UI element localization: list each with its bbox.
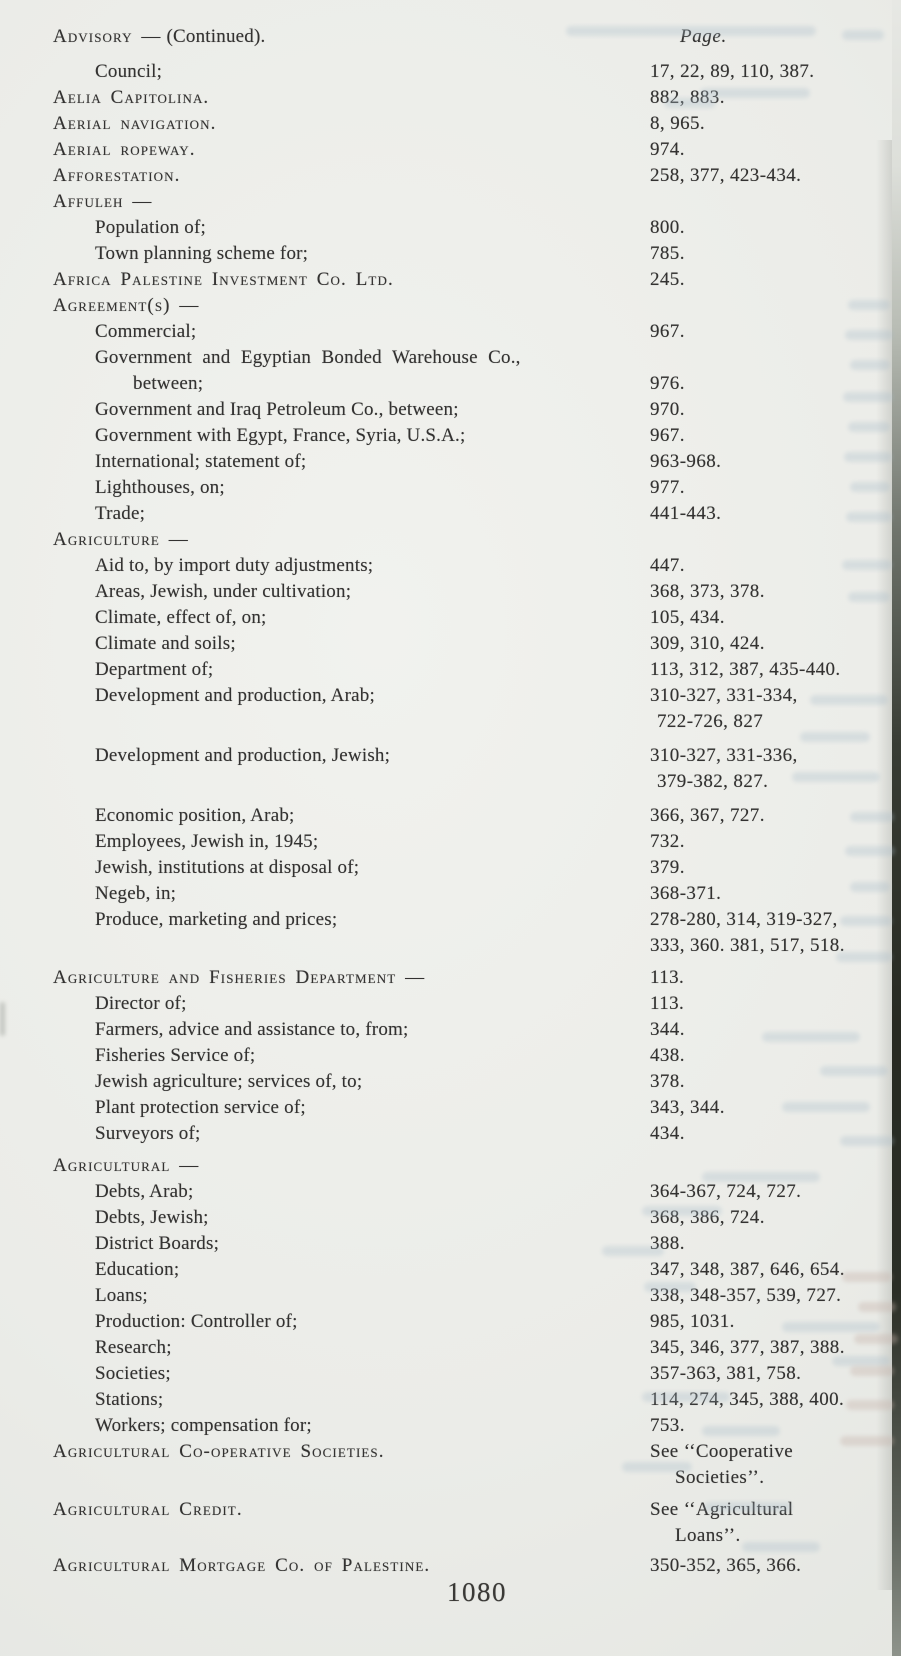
entry-pages: 357-363, 381, 758. [650, 1363, 802, 1384]
index-row [53, 1309, 901, 1335]
entry-pages: 113. [650, 967, 685, 988]
entry-term-text: Agricultural — [53, 1155, 200, 1176]
entry-term [53, 293, 650, 319]
index-row [53, 657, 901, 683]
entry-term-text: Farmers, advice and assistance to, from; [95, 1019, 409, 1040]
entry-term-text: Advisory — [53, 26, 162, 47]
index-row [53, 579, 901, 605]
entry-term-text: Government with Egypt, France, Syria, U.S.A.; [95, 425, 466, 446]
bleed-through-artifact [843, 392, 893, 402]
entry-term-text: Development and production, Jewish; [95, 745, 391, 766]
bleed-through-artifact [840, 1136, 894, 1146]
index-row [53, 1335, 901, 1361]
entry-term [53, 449, 650, 475]
index-row [53, 1439, 901, 1465]
index-row [53, 553, 901, 579]
page-number: 1080 [447, 1577, 507, 1607]
entry-pages: Societies’’. [675, 1467, 765, 1488]
bleed-through-artifact [846, 512, 892, 522]
index-row [53, 709, 901, 735]
entry-term-text: Agreement(s) — [53, 295, 200, 316]
bleed-through-artifact [622, 1462, 692, 1472]
entry-term [53, 267, 650, 293]
entry-pages: 434. [650, 1123, 685, 1144]
entry-term [53, 829, 650, 855]
entry-term-text: Affuleh — [53, 191, 153, 212]
entry-term-text: Government and Iraq Petroleum Co., between; [95, 399, 459, 420]
entry-term [53, 1387, 650, 1413]
entry-term-text: Afforestation. [53, 165, 181, 186]
entry-pages: 785. [650, 243, 685, 264]
entry-term-text: Education; [95, 1259, 180, 1280]
entry-term-text: Employees, Jewish in, 1945; [95, 831, 319, 852]
entry-pages: 350-352, 365, 366. [650, 1555, 802, 1576]
index-row [53, 1179, 901, 1205]
index-row [53, 1465, 901, 1491]
entry-term-text: Workers; compensation for; [95, 1415, 312, 1436]
entry-term [53, 1153, 650, 1179]
entry-pages: 114, 274, 345, 388, 400. [650, 1389, 845, 1410]
entry-pages: 338, 348-357, 539, 727. [650, 1285, 842, 1306]
index-row [53, 241, 901, 267]
entry-pages: 882, 883. [650, 87, 725, 108]
entry-term [53, 631, 650, 657]
entry-term [53, 1309, 650, 1335]
bleed-through-artifact [836, 952, 892, 962]
index-row [53, 769, 901, 795]
entry-pages: 378. [650, 1071, 685, 1092]
index-row [53, 319, 901, 345]
bleed-through-artifact [842, 30, 884, 40]
entry-pages: 343, 344. [650, 1097, 725, 1118]
bleed-through-artifact [848, 300, 890, 310]
bleed-through-artifact [792, 772, 880, 782]
index-row [53, 215, 901, 241]
entry-term [53, 1205, 650, 1231]
bleed-through-artifact [840, 916, 892, 926]
entry-term [53, 657, 650, 683]
index-row [53, 1069, 901, 1095]
entry-term [53, 743, 650, 769]
entry-term [53, 1413, 650, 1439]
bleed-through-artifact [854, 1334, 898, 1344]
scan-edge-band [892, 0, 901, 1656]
entry-term-text: Debts, Jewish; [95, 1207, 209, 1228]
bleed-through-artifact [846, 1400, 894, 1410]
entry-term-text: between; [133, 373, 204, 394]
entry-term [53, 1095, 650, 1121]
bleed-through-artifact [742, 1542, 820, 1552]
entry-term [53, 527, 650, 553]
index-row [53, 991, 901, 1017]
index-row [53, 829, 901, 855]
bleed-through-artifact [602, 1246, 664, 1256]
entry-term [53, 319, 650, 345]
entry-pages: 722-726, 827 [657, 711, 764, 732]
page-column-label: Page. [680, 26, 727, 47]
entry-term [53, 241, 650, 267]
entry-pages: 8, 965. [650, 113, 706, 134]
entry-term [53, 1231, 650, 1257]
entry-term [53, 1179, 650, 1205]
entry-term-text: Aerial ropeway. [53, 139, 196, 160]
entry-term [53, 1439, 650, 1465]
entry-term-text: Trade; [95, 503, 146, 524]
entry-term-text: Societies; [95, 1363, 171, 1384]
index-row [53, 527, 901, 553]
index-row [53, 293, 901, 319]
entry-pages: 753. [650, 1415, 685, 1436]
entry-pages: 970. [650, 399, 685, 420]
entry-term-text: Population of; [95, 217, 206, 238]
entry-term [53, 965, 650, 991]
index-row [53, 1231, 901, 1257]
entry-pages: 985, 1031. [650, 1311, 735, 1332]
bleed-through-artifact [566, 26, 816, 36]
index-row [53, 683, 901, 709]
entry-pages: 333, 360. 381, 517, 518. [650, 935, 845, 956]
entry-pages: 310-327, 331-336, [650, 745, 798, 766]
index-row [53, 449, 901, 475]
entry-term-text: International; statement of; [95, 451, 307, 472]
entry-term-text: Town planning scheme for; [95, 243, 309, 264]
entry-term-text: Aelia Capitolina. [53, 87, 210, 108]
entry-term-text: Jewish, institutions at disposal of; [95, 857, 360, 878]
entry-term [53, 1257, 650, 1283]
entry-term [53, 1043, 650, 1069]
bleed-through-artifact [842, 1272, 892, 1282]
bleed-through-artifact [832, 1356, 890, 1366]
entry-pages: 977. [650, 477, 685, 498]
bleed-through-artifact [700, 88, 810, 98]
entry-term [53, 423, 650, 449]
entry-pages: 368-371. [650, 883, 722, 904]
entry-pages: 963-968. [650, 451, 722, 472]
index-row [53, 605, 901, 631]
entry-term-text: Production: Controller of; [95, 1311, 298, 1332]
index-row [53, 1205, 901, 1231]
entry-term [53, 501, 650, 527]
index-row [53, 111, 901, 137]
bleed-through-artifact [858, 1302, 896, 1312]
entry-term [53, 683, 650, 709]
entry-pages: 368, 386, 724. [650, 1207, 765, 1228]
bleed-through-artifact [842, 560, 892, 570]
entry-term-text: Agricultural Credit. [53, 1499, 243, 1520]
index-row [53, 1387, 901, 1413]
entry-pages: 441-443. [650, 503, 722, 524]
entry-term-suffix: (Continued). [161, 26, 266, 47]
entry-term-text: Stations; [95, 1389, 164, 1410]
index-row [53, 371, 901, 397]
entry-term [53, 1121, 650, 1147]
entry-term-text: Produce, marketing and prices; [95, 909, 338, 930]
index-row [53, 855, 901, 881]
index-row [53, 1043, 901, 1069]
bleed-through-artifact [845, 846, 895, 856]
index-row [53, 933, 901, 959]
entry-term [53, 553, 650, 579]
entry-term [53, 1017, 650, 1043]
entry-term-text: Council; [95, 61, 163, 82]
bleed-through-artifact [848, 422, 890, 432]
entry-term [53, 111, 650, 137]
entry-pages: 113. [650, 993, 685, 1014]
entry-term-text: Development and production, Arab; [95, 685, 375, 706]
entry-term [53, 345, 650, 371]
entry-pages: 310-327, 331-334, [650, 685, 798, 706]
entry-term [53, 163, 650, 189]
entry-term [53, 475, 650, 501]
index-row [53, 59, 901, 85]
entry-term [53, 397, 650, 423]
entry-pages: 967. [650, 425, 685, 446]
entry-term-text: Agriculture and Fisheries Department — [53, 967, 426, 988]
entry-term-text: Climate and soils; [95, 633, 236, 654]
entry-pages: 732. [650, 831, 685, 852]
entry-term [53, 137, 650, 163]
entry-term [53, 189, 650, 215]
bleed-through-artifact [820, 1066, 888, 1076]
entry-term-text: Agricultural Mortgage Co. of Palestine. [53, 1555, 431, 1576]
bleed-through-artifact [664, 98, 716, 108]
entry-term [53, 907, 650, 933]
entry-pages: 278-280, 314, 319-327, [650, 909, 838, 930]
entry-term-text: Department of; [95, 659, 214, 680]
entry-term-text: District Boards; [95, 1233, 220, 1254]
bleed-through-artifact [762, 1032, 860, 1042]
entry-pages: 800. [650, 217, 685, 238]
entry-term-text: Lighthouses, on; [95, 477, 225, 498]
entry-term-text: Climate, effect of, on; [95, 607, 267, 628]
index-row [53, 803, 901, 829]
entry-term-text: Agricultural Co-operative Societies. [53, 1441, 385, 1462]
bleed-through-artifact [704, 1502, 792, 1512]
entry-pages: 113, 312, 387, 435-440. [650, 659, 841, 680]
entry-term [53, 881, 650, 907]
entry-pages: 388. [650, 1233, 685, 1254]
bleed-through-artifact [642, 1206, 722, 1216]
entry-term-text: Agriculture — [53, 529, 189, 550]
entry-term-text: Surveyors of; [95, 1123, 201, 1144]
entry-pages: 438. [650, 1045, 685, 1066]
entry-pages: 347, 348, 387, 646, 654. [650, 1259, 845, 1280]
index-row [53, 631, 901, 657]
entry-term [53, 59, 650, 85]
index-row [53, 907, 901, 933]
index-row [53, 1361, 901, 1387]
bleed-through-artifact [644, 1282, 696, 1292]
entry-pages: 258, 377, 423-434. [650, 165, 802, 186]
entry-pages: 309, 310, 424. [650, 633, 765, 654]
entry-pages: 379. [650, 857, 685, 878]
entry-pages: 974. [650, 139, 685, 160]
index-row [53, 965, 901, 991]
entry-term-text: Debts, Arab; [95, 1181, 194, 1202]
index-row [53, 1121, 901, 1147]
entry-term-text: Aid to, by import duty adjustments; [95, 555, 374, 576]
index-row [53, 475, 901, 501]
bleed-through-artifact [782, 1322, 880, 1332]
entry-term [53, 579, 650, 605]
index-row [53, 1095, 901, 1121]
entry-term-text: Africa Palestine Investment Co. Ltd. [53, 269, 394, 290]
entry-pages: 967. [650, 321, 685, 342]
entry-pages: See ‘‘Cooperative [650, 1441, 794, 1462]
bleed-through-artifact [850, 360, 890, 370]
entry-pages: 364-367, 724, 727. [650, 1181, 802, 1202]
bleed-through-artifact [845, 330, 893, 340]
entry-term-text: Jewish agriculture; services of, to; [95, 1071, 363, 1092]
entry-term [53, 605, 650, 631]
bleed-through-artifact [800, 732, 870, 742]
entry-pages: 379-382, 827. [657, 771, 769, 792]
index-row [53, 163, 901, 189]
bleed-through-artifact [840, 1436, 894, 1446]
index-row [53, 1553, 901, 1579]
index-row [53, 881, 901, 907]
bleed-through-artifact [850, 1366, 894, 1376]
index-row [53, 1283, 901, 1309]
bleed-through-artifact [702, 1426, 780, 1436]
bleed-through-artifact [642, 1392, 730, 1402]
index-row [53, 345, 901, 371]
entry-term-text: Research; [95, 1337, 172, 1358]
entry-term-text: Director of; [95, 993, 187, 1014]
entry-term [53, 855, 650, 881]
entry-pages: 976. [650, 373, 685, 394]
entry-term-text: Government and Egyptian Bonded Warehouse Co., [95, 347, 521, 368]
index-row [53, 1257, 901, 1283]
index-row [53, 743, 901, 769]
entry-term [53, 24, 650, 50]
index-row [53, 267, 901, 293]
index-row [53, 501, 901, 527]
entry-term [53, 215, 650, 241]
bleed-through-artifact [810, 695, 888, 705]
index-row [53, 189, 901, 215]
entry-pages: 344. [650, 1019, 685, 1040]
entry-pages: 447. [650, 555, 685, 576]
entry-term-text: Plant protection service of; [95, 1097, 306, 1118]
index-entries [0, 24, 901, 1579]
entry-pages: 245. [650, 269, 685, 290]
entry-term-text: Economic position, Arab; [95, 805, 295, 826]
entry-term [53, 1361, 650, 1387]
entry-term [53, 991, 650, 1017]
scan-smudge [0, 1002, 5, 1036]
entry-term [53, 85, 650, 111]
entry-term [53, 803, 650, 829]
entry-pages: 345, 346, 377, 387, 388. [650, 1337, 845, 1358]
bleed-through-artifact [850, 812, 894, 822]
entry-pages: See ‘‘Agricultural [650, 1499, 794, 1520]
entry-term-text: Negeb, in; [95, 883, 177, 904]
index-row [53, 137, 901, 163]
bleed-through-artifact [702, 1172, 820, 1182]
entry-term-text: Fisheries Service of; [95, 1045, 256, 1066]
entry-term [53, 1069, 650, 1095]
entry-term [53, 1497, 650, 1523]
entry-term [53, 1553, 650, 1579]
entry-term-text: Commercial; [95, 321, 197, 342]
bleed-through-artifact [850, 882, 890, 892]
entry-term-text: Aerial navigation. [53, 113, 217, 134]
entry-pages: 17, 22, 89, 110, 387. [650, 61, 815, 82]
entry-pages: 368, 373, 378. [650, 581, 765, 602]
index-row [53, 397, 901, 423]
entry-pages: Loans’’. [675, 1525, 741, 1546]
bleed-through-artifact [848, 592, 890, 602]
entry-pages: 105, 434. [650, 607, 725, 628]
entry-term [53, 1283, 650, 1309]
bleed-through-artifact [782, 1102, 870, 1112]
entry-term-text: Areas, Jewish, under cultivation; [95, 581, 352, 602]
entry-term-text: Loans; [95, 1285, 148, 1306]
entry-term [53, 1335, 650, 1361]
entry-pages: 366, 367, 727. [650, 805, 765, 826]
index-row [53, 423, 901, 449]
bleed-through-artifact [850, 482, 890, 492]
entry-term [53, 371, 650, 397]
bleed-through-artifact [844, 452, 892, 462]
